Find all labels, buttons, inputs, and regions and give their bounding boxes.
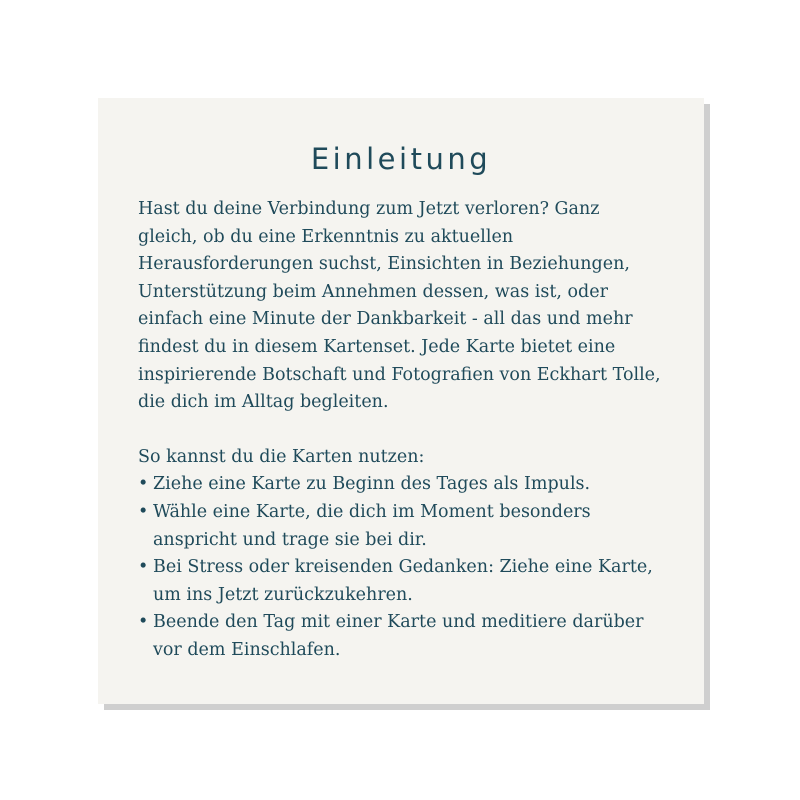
tip-item: • Ziehe eine Karte zu Beginn des Tages als Impuls. (138, 471, 664, 499)
intro-paragraph: Hast du deine Verbindung zum Jetzt verloren? Ganz gleich, ob du eine Erkenntnis zu aktuellen Herausforderungen suchst, Einsichten in Beziehungen, Unterstützung beim Annehmen dessen, was ist, oder einfach eine Minute der Dankbarkeit - all das und mehr findest du in diesem Kartenset. Jede Karte bietet eine inspirierende Botschaft und Fotografien von Eckhart Tolle, die dich im Alltag begleiten. (138, 199, 661, 413)
tip-item: • Beende den Tag mit einer Karte und meditiere darüber vor dem Einschlafen. (138, 609, 664, 664)
tips-list (138, 471, 664, 664)
intro-card (98, 98, 704, 704)
card-title: Einleitung (310, 142, 492, 176)
tip-item: • Wähle eine Karte, die dich im Moment besonders anspricht und trage sie bei dir. (138, 499, 664, 554)
tip-item: • Bei Stress oder kreisenden Gedanken: Ziehe eine Karte, um ins Jetzt zurückzukehren. (138, 554, 664, 609)
usage-heading: So kannst du die Karten nutzen: (138, 446, 425, 467)
